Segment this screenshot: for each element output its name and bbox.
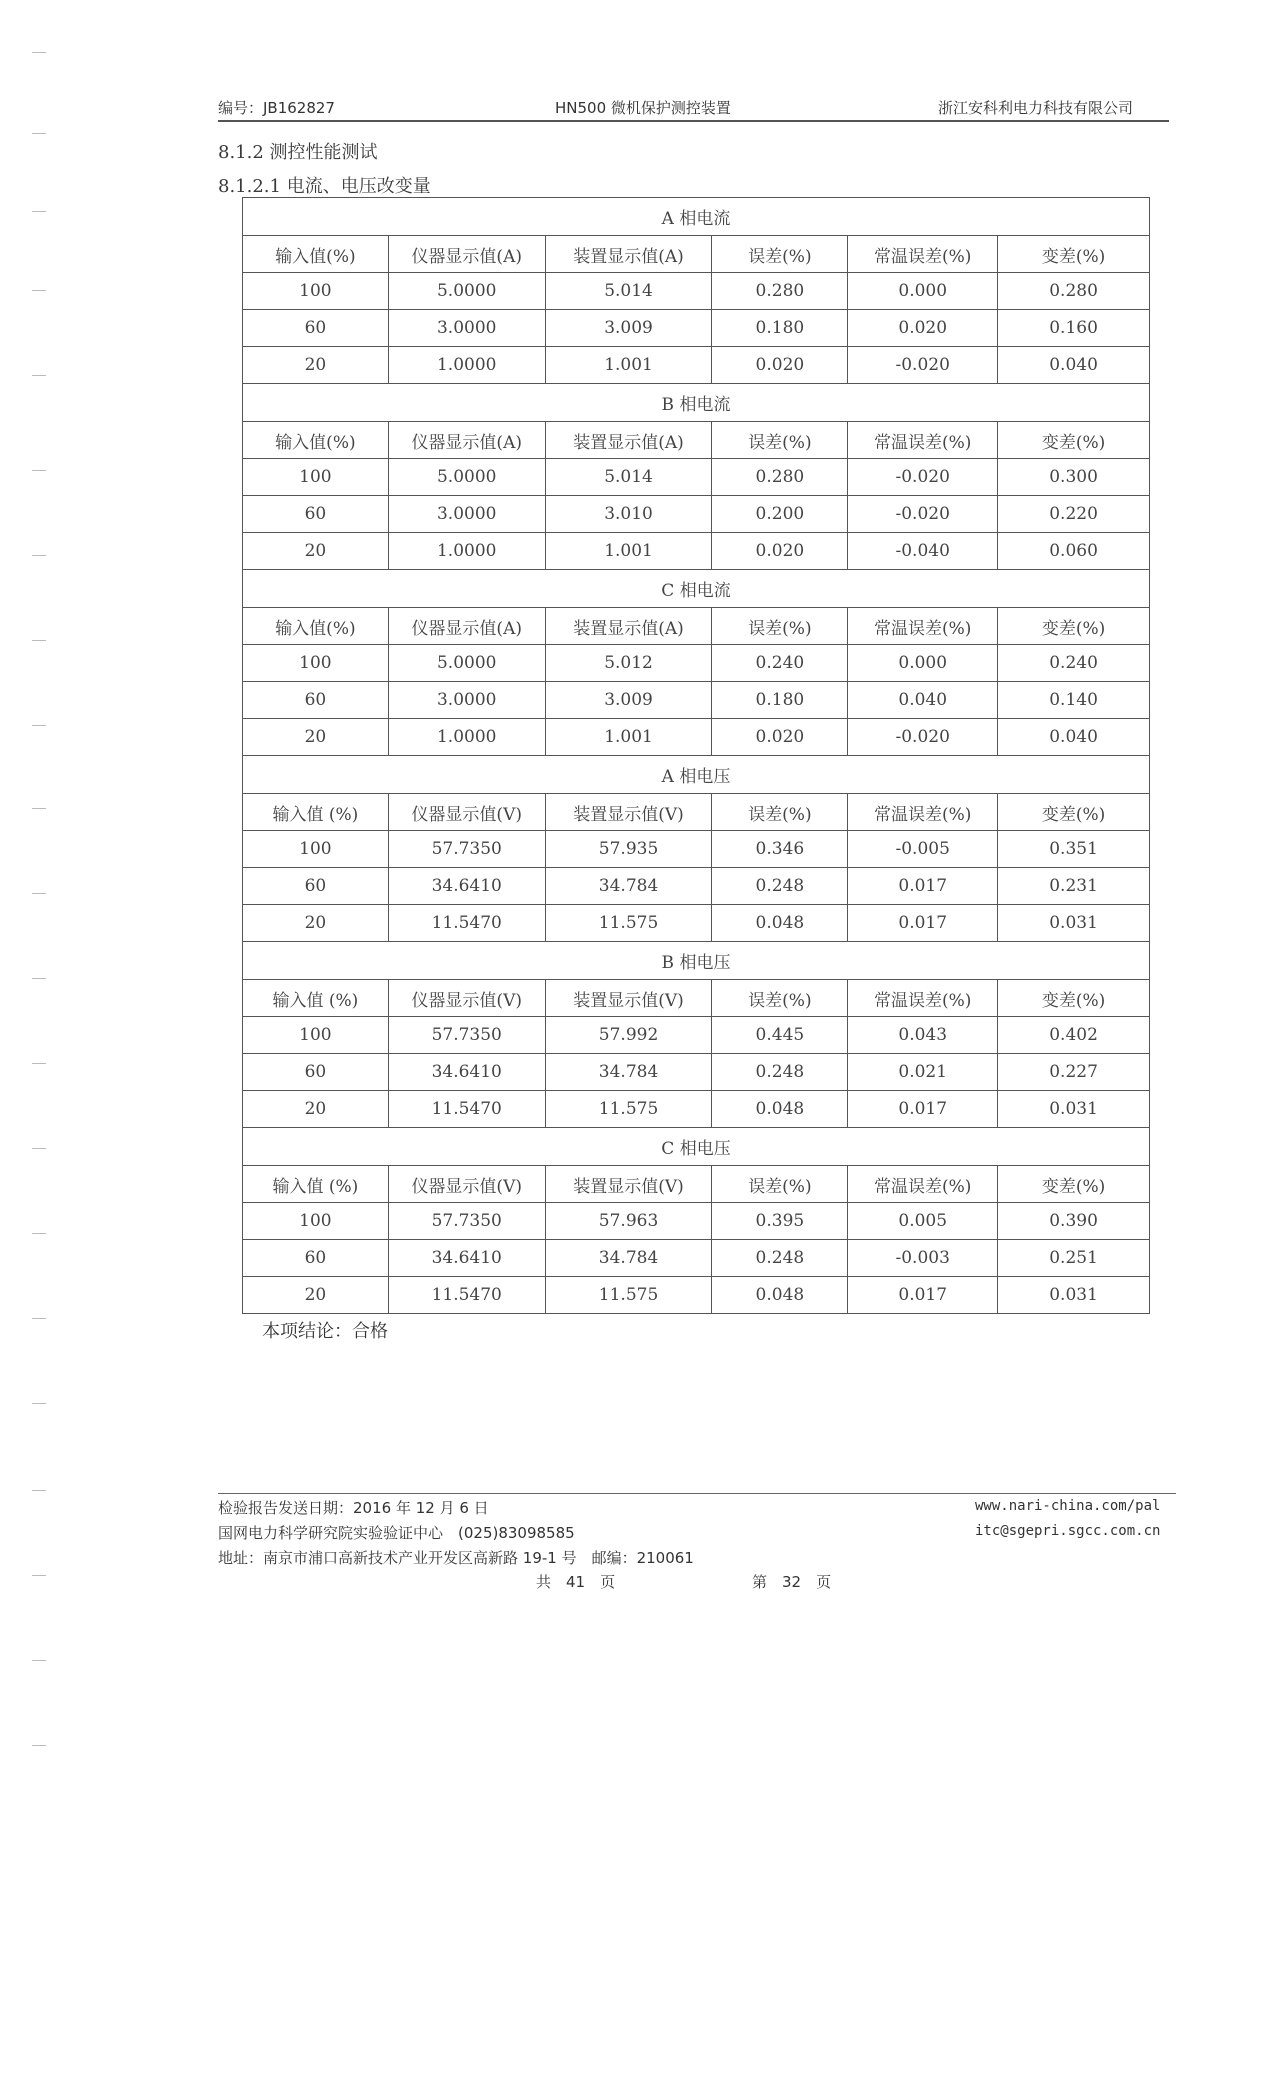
column-header: 输入值 (%) <box>243 980 389 1017</box>
column-header: 误差(%) <box>712 794 848 831</box>
device-name: HN500 微机保护测控装置 <box>555 99 731 117</box>
address: 地址：南京市浦口高新技术产业开发区高新路 19-1 号 邮编：210061 <box>218 1549 694 1567</box>
table-cell: 20 <box>243 1091 389 1128</box>
group-title: C 相电压 <box>243 1128 1150 1166</box>
table-cell: 0.020 <box>712 719 848 756</box>
table-cell: 60 <box>243 1054 389 1091</box>
conclusion-value: 合格 <box>352 1321 388 1342</box>
table-body <box>243 198 1150 1314</box>
table-cell: 0.251 <box>998 1240 1150 1277</box>
table-row <box>243 347 1150 384</box>
column-header: 仪器显示值(V) <box>388 980 545 1017</box>
table-cell: -0.020 <box>848 719 998 756</box>
table-cell: 0.000 <box>848 645 998 682</box>
table-cell: 0.048 <box>712 1091 848 1128</box>
table-cell: 57.992 <box>545 1017 712 1054</box>
table-cell: 60 <box>243 496 389 533</box>
header-rule <box>218 120 1169 122</box>
table-cell: 1.001 <box>545 347 712 384</box>
table-cell: 0.351 <box>998 831 1150 868</box>
table-cell: 3.009 <box>545 682 712 719</box>
table-row <box>243 645 1150 682</box>
group-title: A 相电压 <box>243 756 1150 794</box>
table-row <box>243 459 1150 496</box>
column-header-row <box>243 980 1150 1017</box>
table-cell: 0.160 <box>998 310 1150 347</box>
table-cell: 0.031 <box>998 1091 1150 1128</box>
column-header: 变差(%) <box>998 794 1150 831</box>
column-header: 变差(%) <box>998 608 1150 645</box>
table-cell: 34.6410 <box>388 1240 545 1277</box>
table-cell: 11.575 <box>545 1091 712 1128</box>
column-header: 输入值(%) <box>243 422 389 459</box>
table-cell: 57.963 <box>545 1203 712 1240</box>
column-header: 常温误差(%) <box>848 980 998 1017</box>
table-cell: 0.031 <box>998 905 1150 942</box>
table-row <box>243 1277 1150 1314</box>
column-header: 装置显示值(A) <box>545 236 712 273</box>
table-cell: 20 <box>243 905 389 942</box>
table-cell: -0.020 <box>848 496 998 533</box>
email-link[interactable]: itc@sgepri.sgcc.com.cn <box>975 1523 1161 1539</box>
footer-rule <box>218 1493 1176 1494</box>
column-header: 输入值(%) <box>243 608 389 645</box>
table-row <box>243 496 1150 533</box>
table-cell: 0.220 <box>998 496 1150 533</box>
website-link[interactable]: www.nari-china.com/pal <box>975 1498 1161 1514</box>
table-cell: 0.140 <box>998 682 1150 719</box>
table-cell: 0.280 <box>712 273 848 310</box>
group-title-row <box>243 942 1150 980</box>
table-cell: 5.014 <box>545 459 712 496</box>
table-row <box>243 1054 1150 1091</box>
column-header: 变差(%) <box>998 980 1150 1017</box>
table-cell: 100 <box>243 273 389 310</box>
column-header: 误差(%) <box>712 980 848 1017</box>
table-cell: 11.5470 <box>388 1277 545 1314</box>
column-header: 常温误差(%) <box>848 422 998 459</box>
table-cell: 0.020 <box>848 310 998 347</box>
table-cell: -0.020 <box>848 459 998 496</box>
subsection-heading: 8.1.2.1 电流、电压改变量 <box>218 176 431 197</box>
table-row <box>243 682 1150 719</box>
table-cell: 0.445 <box>712 1017 848 1054</box>
report-date: 检验报告发送日期：2016 年 12 月 6 日 <box>218 1499 489 1517</box>
table-cell: 100 <box>243 831 389 868</box>
conclusion <box>262 1317 388 1343</box>
group-title: B 相电流 <box>243 384 1150 422</box>
group-title-row <box>243 756 1150 794</box>
column-header: 仪器显示值(V) <box>388 794 545 831</box>
column-header: 误差(%) <box>712 608 848 645</box>
table-cell: -0.040 <box>848 533 998 570</box>
column-header: 误差(%) <box>712 422 848 459</box>
table-cell: 0.346 <box>712 831 848 868</box>
table-cell: 3.009 <box>545 310 712 347</box>
table-cell: 1.0000 <box>388 533 545 570</box>
table-cell: 0.020 <box>712 533 848 570</box>
table-cell: 60 <box>243 868 389 905</box>
table-cell: 0.390 <box>998 1203 1150 1240</box>
column-header-row <box>243 236 1150 273</box>
table-cell: 100 <box>243 459 389 496</box>
group-title: C 相电流 <box>243 570 1150 608</box>
table-cell: 0.031 <box>998 1277 1150 1314</box>
table-cell: 20 <box>243 533 389 570</box>
table-cell: 0.395 <box>712 1203 848 1240</box>
table-cell: 34.784 <box>545 868 712 905</box>
table-cell: 5.0000 <box>388 645 545 682</box>
column-header: 输入值 (%) <box>243 794 389 831</box>
page-number: 第 32 页 <box>752 1573 832 1591</box>
table-cell: 1.001 <box>545 533 712 570</box>
table-cell: 0.060 <box>998 533 1150 570</box>
column-header: 仪器显示值(A) <box>388 608 545 645</box>
table-cell: 0.043 <box>848 1017 998 1054</box>
column-header-row <box>243 608 1150 645</box>
table-cell: 34.784 <box>545 1240 712 1277</box>
column-header: 输入值 (%) <box>243 1166 389 1203</box>
table-cell: 0.021 <box>848 1054 998 1091</box>
measurement-table <box>242 197 1150 1314</box>
table-cell: 60 <box>243 310 389 347</box>
table-row <box>243 905 1150 942</box>
column-header: 变差(%) <box>998 236 1150 273</box>
table-cell: 5.012 <box>545 645 712 682</box>
table-cell: 0.017 <box>848 1091 998 1128</box>
table-cell: 5.0000 <box>388 273 545 310</box>
table-cell: 20 <box>243 1277 389 1314</box>
group-title-row <box>243 570 1150 608</box>
table-cell: 5.014 <box>545 273 712 310</box>
table-cell: 34.784 <box>545 1054 712 1091</box>
column-header: 变差(%) <box>998 422 1150 459</box>
table-cell: 1.0000 <box>388 719 545 756</box>
column-header: 常温误差(%) <box>848 236 998 273</box>
table-cell: 1.0000 <box>388 347 545 384</box>
conclusion-label: 本项结论： <box>262 1321 352 1342</box>
group-title-row <box>243 384 1150 422</box>
table-cell: 0.240 <box>712 645 848 682</box>
table-cell: -0.003 <box>848 1240 998 1277</box>
column-header: 装置显示值(A) <box>545 608 712 645</box>
table-cell: 0.017 <box>848 1277 998 1314</box>
company-name: 浙江安科利电力科技有限公司 <box>938 99 1134 117</box>
column-header-row <box>243 422 1150 459</box>
column-header-row <box>243 1166 1150 1203</box>
column-header: 装置显示值(V) <box>545 980 712 1017</box>
table-cell: 20 <box>243 347 389 384</box>
column-header-row <box>243 794 1150 831</box>
section-heading: 8.1.2 测控性能测试 <box>218 142 378 163</box>
table-row <box>243 1203 1150 1240</box>
total-pages: 共 41 页 <box>536 1573 616 1591</box>
table-cell: 100 <box>243 645 389 682</box>
table-row <box>243 273 1150 310</box>
group-title-row <box>243 198 1150 236</box>
table-row <box>243 1017 1150 1054</box>
table-cell: 0.240 <box>998 645 1150 682</box>
table-row <box>243 719 1150 756</box>
group-title: A 相电流 <box>243 198 1150 236</box>
table-cell: 60 <box>243 682 389 719</box>
table-cell: 0.180 <box>712 310 848 347</box>
table-row <box>243 868 1150 905</box>
table-row <box>243 831 1150 868</box>
table-cell: 60 <box>243 1240 389 1277</box>
column-header: 装置显示值(A) <box>545 422 712 459</box>
column-header: 误差(%) <box>712 236 848 273</box>
table-cell: 0.300 <box>998 459 1150 496</box>
issuing-organization: 国网电力科学研究院实验验证中心 (025)83098585 <box>218 1524 575 1542</box>
table-cell: 3.0000 <box>388 682 545 719</box>
group-title-row <box>243 1128 1150 1166</box>
table-cell: 0.280 <box>712 459 848 496</box>
table-cell: 57.7350 <box>388 1017 545 1054</box>
table-cell: 0.227 <box>998 1054 1150 1091</box>
column-header: 装置显示值(V) <box>545 1166 712 1203</box>
table-cell: 0.248 <box>712 1240 848 1277</box>
table-cell: -0.020 <box>848 347 998 384</box>
table-cell: 0.020 <box>712 347 848 384</box>
column-header: 常温误差(%) <box>848 794 998 831</box>
table-row <box>243 1240 1150 1277</box>
group-title: B 相电压 <box>243 942 1150 980</box>
table-cell: 100 <box>243 1017 389 1054</box>
table-cell: 11.575 <box>545 905 712 942</box>
column-header: 输入值(%) <box>243 236 389 273</box>
table-cell: 57.7350 <box>388 1203 545 1240</box>
column-header: 变差(%) <box>998 1166 1150 1203</box>
table-cell: 3.0000 <box>388 310 545 347</box>
table-cell: 3.010 <box>545 496 712 533</box>
table-row <box>243 1091 1150 1128</box>
table-cell: 0.048 <box>712 905 848 942</box>
table-cell: 0.180 <box>712 682 848 719</box>
table-cell: 0.048 <box>712 1277 848 1314</box>
table-cell: 0.231 <box>998 868 1150 905</box>
table-cell: 3.0000 <box>388 496 545 533</box>
table-cell: -0.005 <box>848 831 998 868</box>
table-cell: 0.040 <box>848 682 998 719</box>
table-cell: 0.200 <box>712 496 848 533</box>
table-cell: 57.7350 <box>388 831 545 868</box>
column-header: 仪器显示值(V) <box>388 1166 545 1203</box>
table-cell: 57.935 <box>545 831 712 868</box>
table-cell: 0.000 <box>848 273 998 310</box>
column-header: 常温误差(%) <box>848 608 998 645</box>
column-header: 仪器显示值(A) <box>388 236 545 273</box>
table-cell: 20 <box>243 719 389 756</box>
table-cell: 5.0000 <box>388 459 545 496</box>
table-cell: 0.280 <box>998 273 1150 310</box>
column-header: 误差(%) <box>712 1166 848 1203</box>
table-cell: 100 <box>243 1203 389 1240</box>
table-cell: 0.248 <box>712 1054 848 1091</box>
table-cell: 11.5470 <box>388 905 545 942</box>
column-header: 仪器显示值(A) <box>388 422 545 459</box>
table-cell: 0.040 <box>998 719 1150 756</box>
table-cell: 11.5470 <box>388 1091 545 1128</box>
doc-number: 编号：JB162827 <box>218 99 335 117</box>
table-cell: 0.017 <box>848 905 998 942</box>
column-header: 常温误差(%) <box>848 1166 998 1203</box>
table-cell: 34.6410 <box>388 1054 545 1091</box>
table-cell: 11.575 <box>545 1277 712 1314</box>
table-cell: 0.005 <box>848 1203 998 1240</box>
table-cell: 0.040 <box>998 347 1150 384</box>
table-row <box>243 310 1150 347</box>
table-row <box>243 533 1150 570</box>
table-cell: 0.248 <box>712 868 848 905</box>
column-header: 装置显示值(V) <box>545 794 712 831</box>
table-cell: 0.402 <box>998 1017 1150 1054</box>
table-cell: 0.017 <box>848 868 998 905</box>
table-cell: 34.6410 <box>388 868 545 905</box>
table-cell: 1.001 <box>545 719 712 756</box>
